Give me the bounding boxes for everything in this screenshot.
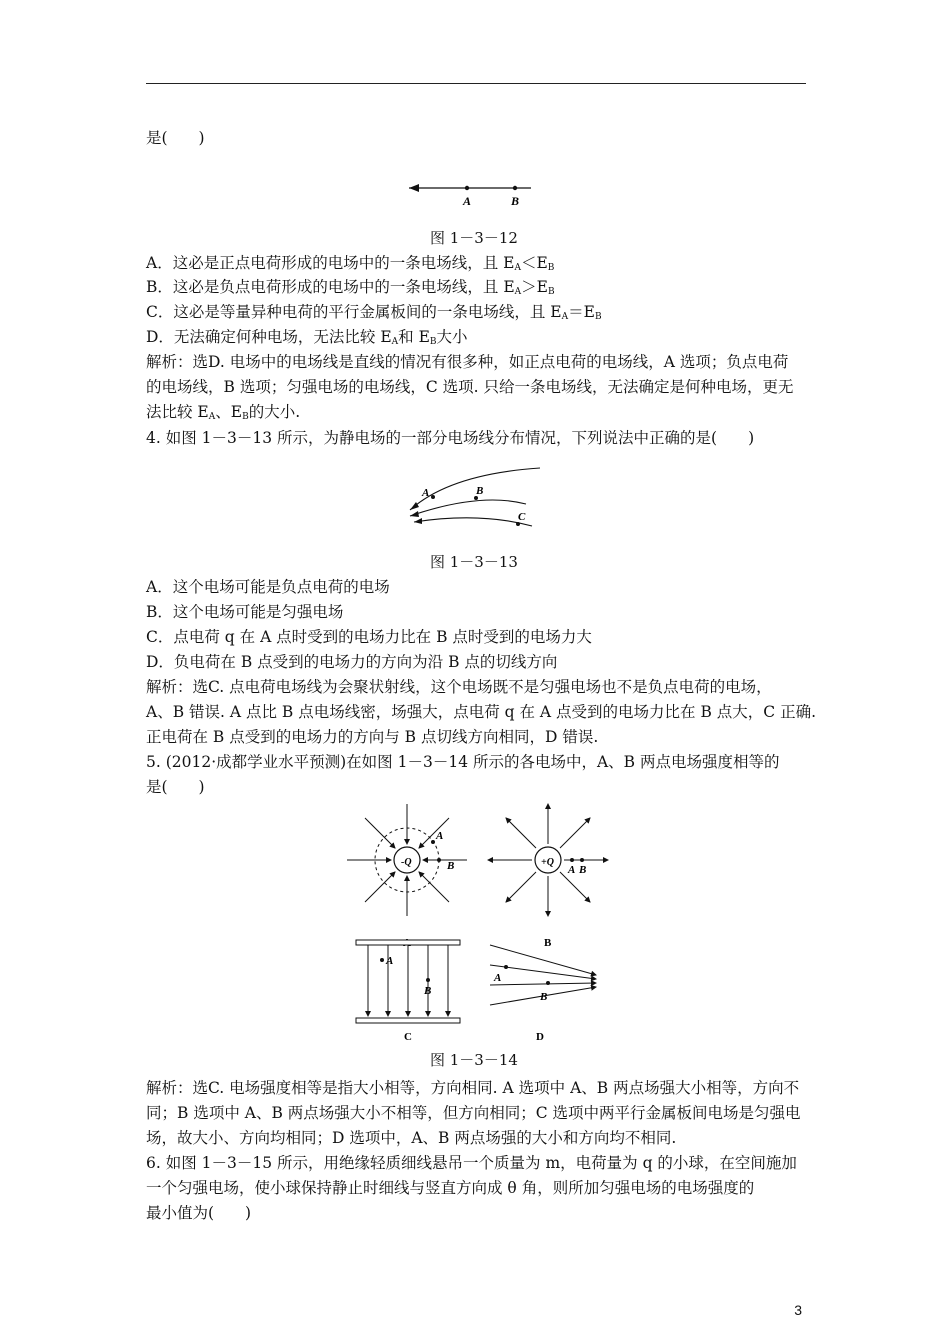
explanation-3-line1: 解析：选D. 电场中的电场线是直线的情况有很多种，如正点电荷的电场线，A 选项；负点电荷 <box>146 353 789 371</box>
figure-caption-1-3-12: 图 1－3－12 <box>430 229 518 247</box>
svg-text:B: B <box>424 985 432 997</box>
figure-1-3-12 <box>405 178 535 208</box>
svg-text:+Q: +Q <box>541 857 554 868</box>
svg-text:A: A <box>568 864 576 876</box>
explanation-5-line1: 解析：选C. 电场强度相等是指大小相等，方向相同. A 选项中 A、B 两点场强大小相等，方向不 <box>146 1079 800 1097</box>
explanation-4-line1: 解析：选C. 点电荷电场线为会聚状射线，这个电场既不是匀强电场也不是负点电荷的电场， <box>146 678 772 696</box>
figure-caption-1-3-13: 图 1－3－13 <box>430 553 518 571</box>
svg-text:B: B <box>544 937 552 949</box>
explanation-3-line3: 法比较 $E_A$、$E_B$的大小. <box>146 403 301 422</box>
question-5-line2: 是( ) <box>146 778 205 796</box>
option-4c: C．点电荷 q 在 A 点时受到的电场力比在 B 点时受到的电场力大 <box>146 628 592 646</box>
option-4a: A．这个电场可能是负点电荷的电场 <box>146 578 390 596</box>
svg-text:A: A <box>436 830 444 842</box>
explanation-4-line2: A、B 错误. A 点比 B 点电场线密，场强大，点电荷 q 在 A 点受到的电场力比在 B 点大，C 正确. <box>146 703 817 721</box>
figure-1-3-14 <box>340 795 630 1045</box>
panel-d-converging-lines <box>490 945 596 1043</box>
option-4d: D．负电荷在 B 点受到的电场力的方向为沿 B 点的切线方向 <box>146 653 558 671</box>
question-stem-end: 是( ) <box>146 129 205 147</box>
page-number: 3 <box>794 1302 802 1318</box>
option-3d: D．无法确定何种电场，无法比较 $E_A$和 $E_B$大小 <box>146 328 468 347</box>
svg-text:B: B <box>579 864 587 876</box>
panel-c-parallel-plates <box>356 940 460 1043</box>
question-6-line1: 6. 如图 1－3－15 所示，用绝缘轻质细线悬吊一个质量为 m，电荷量为 q 的小球，在空间施加 <box>146 1154 797 1172</box>
explanation-4-line3: 正电荷在 B 点受到的电场力的方向与 B 点切线方向相同，D 错误. <box>146 728 599 746</box>
panel-b-positive-charge <box>488 804 608 949</box>
explanation-3-line2: 的电场线，B 选项；匀强电场的电场线，C 选项. 只给一条电场线，无法确定是何种电场，更无 <box>146 378 794 396</box>
svg-text:A: A <box>463 194 472 208</box>
explanation-5-line2: 同；B 选项中 A、B 两点场强大小不相等，但方向相同；C 选项中两平行金属板间电场是匀强电 <box>146 1104 801 1122</box>
svg-text:-Q: -Q <box>401 857 412 868</box>
panel-a-negative-charge <box>347 804 467 949</box>
svg-text:B: B <box>511 194 520 208</box>
question-5-line1: 5. (2012·成都学业水平预测)在如图 1－3－14 所示的各电场中，A、B 两点电场强度相等的 <box>146 753 780 771</box>
figure-1-3-13 <box>400 462 550 532</box>
svg-text:B: B <box>447 860 455 872</box>
option-3c: C．这必是等量异种电荷的平行金属板间的一条电场线，且 $E_A=E_B$ <box>146 303 602 322</box>
option-3a: A．这必是正点电荷形成的电场中的一条电场线，且 $E_A<E_B$ <box>146 254 555 273</box>
explanation-5-line3: 场，故大小、方向均相同；D 选项中，A、B 两点场强的大小和方向均不相同. <box>146 1129 677 1147</box>
header-rule <box>146 83 806 84</box>
svg-text:A: A <box>422 487 430 499</box>
svg-text:A: A <box>386 955 394 967</box>
svg-text:A: A <box>494 972 502 984</box>
figure-caption-1-3-14: 图 1－3－14 <box>430 1051 518 1069</box>
question-6-line3: 最小值为( ) <box>146 1204 252 1222</box>
svg-text:D: D <box>536 1031 544 1043</box>
question-6-line2: 一个匀强电场，使小球保持静止时细线与竖直方向成 θ 角，则所加匀强电场的电场强度的 <box>146 1179 755 1197</box>
question-4: 4. 如图 1－3－13 所示，为静电场的一部分电场线分布情况，下列说法中正确的是( ) <box>146 429 755 447</box>
svg-text:C: C <box>518 511 526 523</box>
option-4b: B．这个电场可能是匀强电场 <box>146 603 344 621</box>
svg-text:B: B <box>540 991 548 1003</box>
svg-text:B: B <box>476 485 484 497</box>
option-3b: B．这必是负点电荷形成的电场中的一条电场线，且 $E_A>E_B$ <box>146 278 555 297</box>
svg-text:C: C <box>404 1031 412 1043</box>
